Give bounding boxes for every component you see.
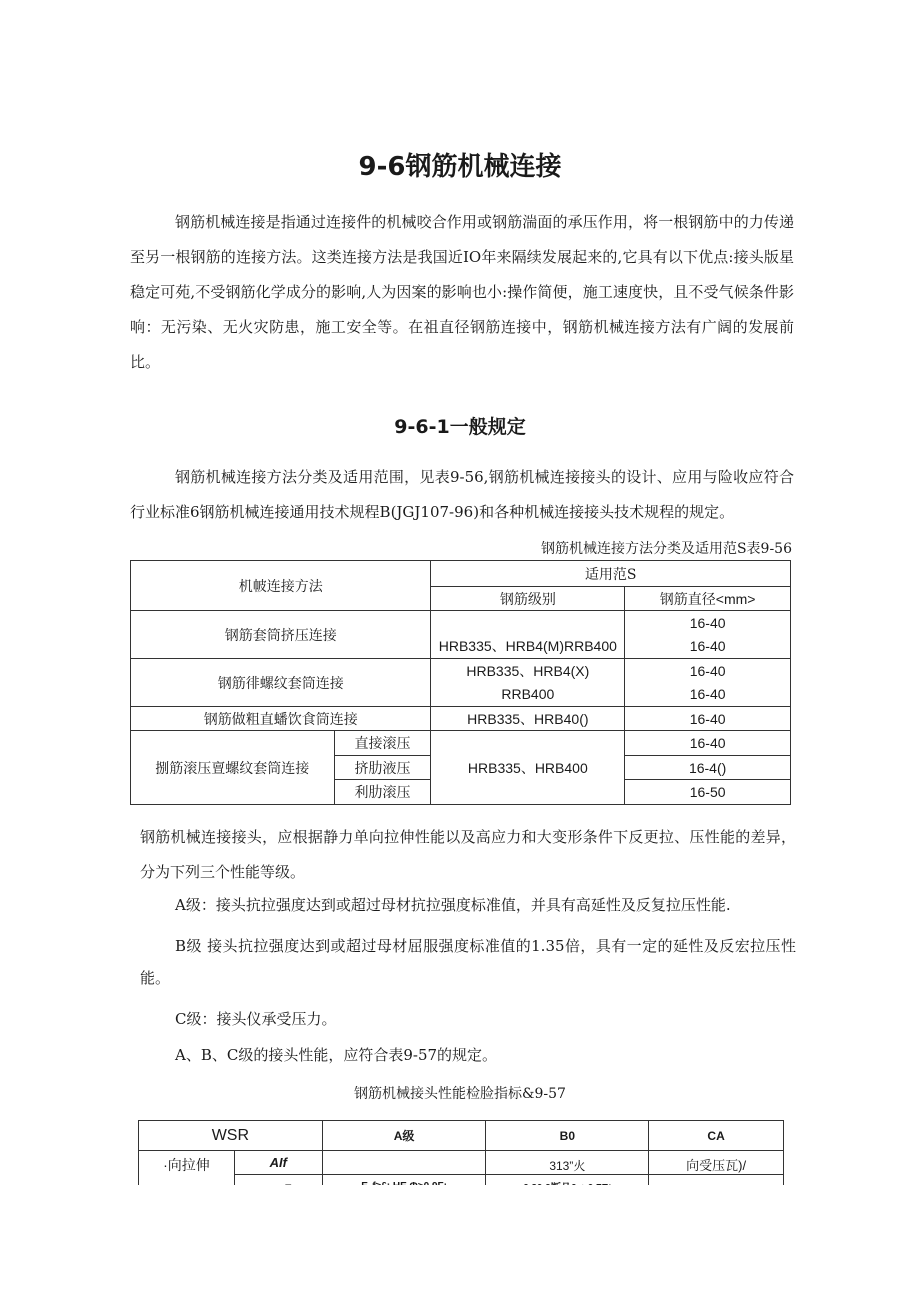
section-paragraph: 钢筋机械连接方法分类及适用范围，见表9-56,钢筋机械连接接头的设计、应用与险收应符合行业标准6钢筋机械连接通用技术规程B(JGJ107-96)和各种机械连接接头技术规程的规定。 [130,468,794,521]
row2-diameter-2: 16-40 [689,685,726,702]
header-c: CA [649,1121,784,1151]
row2-method: 钢筋徘螺纹套筒连接 [131,659,431,707]
row3-diameter: 16-40 [625,707,791,731]
header-grade: 钢筋级别 [431,587,625,611]
intro-paragraph: 钢筋机械连接是指通过连接件的机械咬合作用或钢筋湍面的承压作用，将一根钢筋中的力传递至另一根钢筋的连接方法。这类连接方法是我国近IO年来隔续发展起来的,它具有以下优点:接头版星稳定可苑,不受钢筋化学成分的影响,人为因案的影响也小:操作简便，施工速度快，且不受气候条件影响：无污染、无火灾防患，施工安全等。在祖直径钢筋连接中，钢筋机械连接方法有广阔的发展前比。 [130,213,794,371]
header-range: 适用范S [431,561,791,587]
grades-intro: 钢筋机械连接接头，应根据静力单向拉伸性能以及高应力和大变形条件下反更拉、压性能的差异，分为下列三个性能等级。 [140,828,796,881]
row4-sub2: 挤肋液压 [334,756,431,780]
grade-b-text: B级 接头抗拉强度达到或超过母材屈服强度标准值的1.35倍，具有一定的延性及反宏拉压性能。 [140,937,796,987]
row1-label: ·向拉伸 [139,1151,235,1199]
row4-sub3: 利肋滚压 [334,780,431,805]
page-title: 9-6钢筋机械连接 [358,152,562,182]
row1-diameter-1: 16-40 [689,614,726,631]
row4-diameter-3: 16-50 [625,780,791,805]
row1-grade: HRB335、HRB4(M)RRB400 [431,611,625,659]
header-a: A级 [322,1121,486,1151]
section-title: 9-6-1一般规定 [394,416,526,438]
grade-a-text: A级：接头抗拉强度达到或超过母材抗拉强度标准值，并具有高延性及反复拉压性能. [175,896,731,914]
row3-method: 钢筋做粗直蟠饮食筒连接 [131,707,431,731]
row1-c1: 向受压瓦)/ [649,1151,784,1175]
header-wsr: WSR [139,1121,323,1151]
row1-sub1: AIf [234,1151,322,1175]
header-b: B0 [486,1121,649,1151]
row4-diameter-2: 16-4() [625,756,791,780]
row1-a1 [322,1151,486,1175]
page-bottom-mask [0,1185,920,1301]
header-method: 机帔连接方法 [131,561,431,611]
row2-diameter [625,659,791,707]
row1-method: 钢筋套筒挤压连接 [131,611,431,659]
row1-diameter-2: 16-40 [689,637,726,654]
row1-diameter [625,611,791,659]
row3-grade: HRB335、HRB40() [431,707,625,731]
row2-diameter-1: 16-40 [689,662,726,679]
row4-sub1: 直接滚压 [334,731,431,756]
table2-caption: 钢筋机械接头性能检脸指标&9-57 [354,1086,566,1102]
grade-ref-text: A、B、C级的接头性能，应符合表9-57的规定。 [175,1046,498,1064]
grade-c-text: C级：接头仪承受压力。 [175,1010,337,1028]
row4-grade: HRB335、HRB400 [431,731,625,805]
row4-method: 捌筋滚压亶螺纹套筒连接 [131,731,335,805]
row2-grade-1: HRB335、HRB4(X) [466,662,590,679]
row2-grade-2: RRB400 [501,685,555,702]
row2-grade [431,659,625,707]
row1-b1: 313”火 [486,1151,649,1175]
table1-caption: 钢筋机械连接方法分类及适用范S表9-56 [540,541,792,557]
header-diameter: 钢筋直径<mm> [625,587,791,611]
connection-methods-table [130,560,791,805]
row4-diameter-1: 16-40 [625,731,791,756]
